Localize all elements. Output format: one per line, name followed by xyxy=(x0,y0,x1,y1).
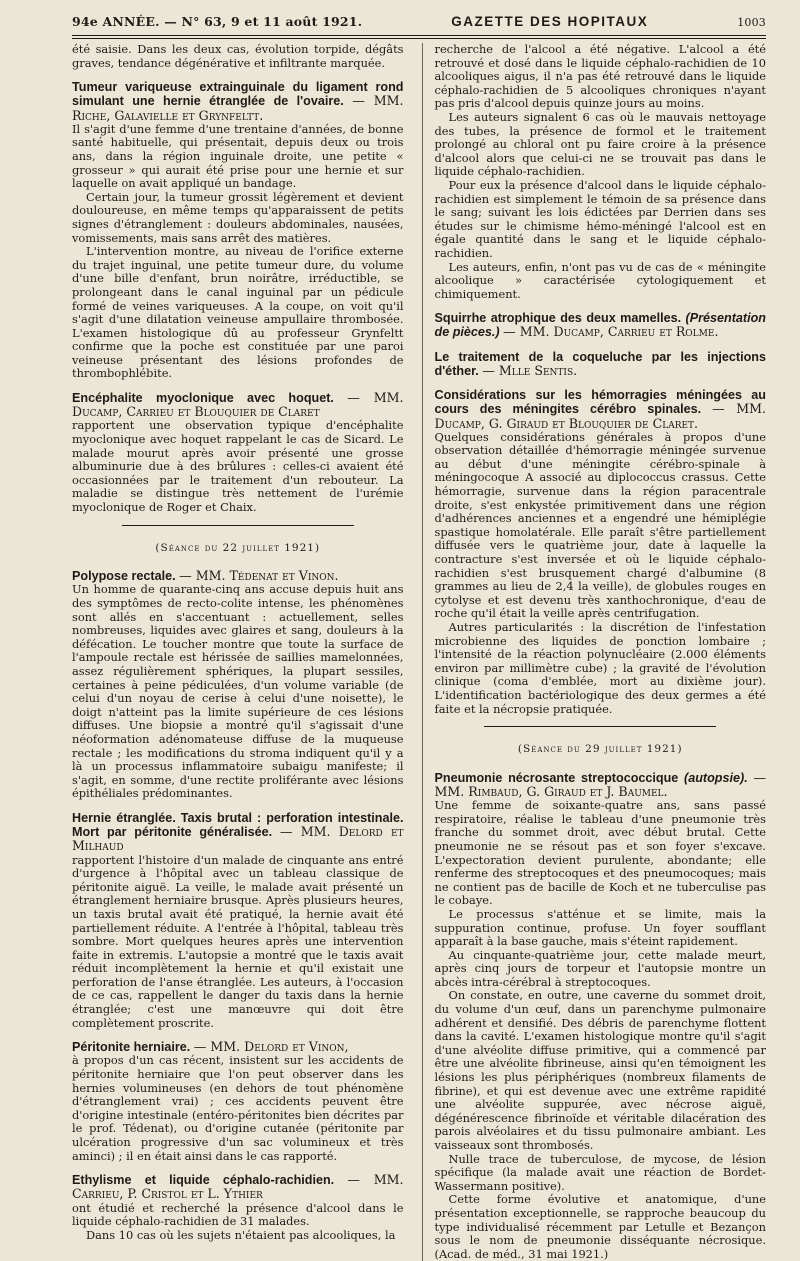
paragraph: On constate, en outre, une caverne du sommet droit, du volume d'un œuf, dans un parenchyme pulmonaire adhérent et densifié. Des débris de parenchyme flottent dans la cavité. L'examen histologique montre qu'il s'agit d'une alvéolite diffuse primitive, qui a commencé par être une alvéolite fibrineuse, ainsi qu'en témoignent les lésions les plus périphériques (nombreux filaments de fibrine), et qui est devenue avec une extrême rapidité une alvéolite suppurée, avec nécrose aiguë, dégénérescence fibrinoïde et véritable dilacération des parois alvéolaires et du tissu pulmonaire ambiant. Les vaisseaux sont thrombosés. xyxy=(434,988,766,1153)
article-authors: — MM. Ducamp, Carrieu et Blouquier de Claret xyxy=(72,390,404,420)
article-authors: — MM. Delord et Milhaud xyxy=(72,824,404,854)
paragraph: Nulle trace de tuberculose, de mycose, de lésion spécifique (la malade avait une réaction de Bordet-Wassermann positive). xyxy=(434,1151,766,1193)
article-title: Péritonite herniaire. xyxy=(72,1040,191,1055)
article-authors: — MM. Carrieu, P. Cristol et L. Ythier xyxy=(72,1172,404,1202)
journal-title: GAZETTE DES HOPITAUX xyxy=(451,14,649,29)
article-title: Encéphalite myoclonique avec hoquet. xyxy=(72,391,334,406)
paragraph: Autres particularités : la discrétion de l'infestation microbienne des liquides de ponction lombaire ; l'intensité de la réaction polynucléaire (2.000 éléments environ par millimètre cube) ; la gravité de l'évolution clinique (coma d'emblée, mort au dixième jour). L'identification bactériologique des deux germes a été faite et la nécropsie pratiquée. xyxy=(434,620,766,716)
issue-info: 94e ANNÉE. — N° 63, 9 et 11 août 1921. xyxy=(72,14,363,29)
left-column xyxy=(72,43,404,1261)
section-rule xyxy=(122,525,354,526)
paragraph: Pour eux la présence d'alcool dans le liquide céphalo-rachidien est simplement le témoin de sa présence dans le sang; suivant les lois édictées par Derrien dans ses études sur le chimisme hémo-méningé l'alcool est en égale quantité dans le sang et le liquide céphalo-rachidien. xyxy=(434,177,766,260)
page-number: 1003 xyxy=(737,16,766,29)
paragraph: Certain jour, la tumeur grossit légèrement et devient douloureuse, en même temps qu'apparaissent de petits signes d'étranglement : douleurs abdominales, nausées, vomissements, mais sans arrêt des matières. xyxy=(72,189,404,245)
article-authors: — MM. Riche, Galavielle et Grynfeltt. xyxy=(72,93,404,123)
article-title: Pneumonie nécrosante streptococcique xyxy=(434,770,679,785)
paragraph: Le processus s'atténue et se limite, mais la suppuration continue, profuse. Un foyer soufflant apparaît à la base gauche, mais s'éteint rapidement. xyxy=(434,906,766,949)
article-title: Polypose rectale. xyxy=(72,569,176,584)
paragraph: Cette forme évolutive et anatomique, d'une présentation exceptionnelle, se rapproche beaucoup du type individualisé récemment par Letulle et Bezançon sous le nom de pneumonie disséquante nécrosique. (Acad. de méd., 31 mai 1921.) xyxy=(434,1192,766,1261)
article-authors: — MM. Delord et Vinon, xyxy=(193,1039,349,1055)
article-heading xyxy=(72,391,404,419)
article-title: Ethylisme et liquide céphalo-rachidien. xyxy=(72,1173,335,1188)
article-heading xyxy=(72,811,404,854)
paragraph: à propos d'un cas récent, insistent sur les accidents de péritonite herniaire que l'on peut observer dans les hernies volumineuses (en dehors de tout phénomène d'étranglement vrai) ; ces accidents peuvent être d'origine intestinale (entéro-péritonites bien décrites par le prof. Tédenat), ou d'origine cutanée (péritonite par ulcération progressive d'un sac volumineux et très aminci) ; il en était ainsi dans le cas rapporté. xyxy=(72,1053,404,1163)
article-title: Squirrhe atrophique des deux mamelles. xyxy=(434,311,682,326)
paragraph: Au cinquante-quatrième jour, cette malade meurt, après cinq jours de torpeur et l'autopsie montre un abcès intra-cérébral à streptocoques. xyxy=(434,947,766,989)
article-title: Hernie étranglée. Taxis brutal : perforation intestinale. Mort par péritonite généralisée. xyxy=(72,810,404,840)
paragraph: Les auteurs signalent 6 cas où le mauvais nettoyage des tubes, la présence de formol et le traitement prolongé au chloral ont pu faire croire à la présence d'alcool alors que celui-ci ne se trouvait pas dans le liquide céphalo-rachidien. xyxy=(434,109,766,179)
paragraph: Un homme de quarante-cinq ans accuse depuis huit ans des symptômes de recto-colite intense, les phénomènes sont allés en s'accentuant : actuellement, selles nombreuses, liquides avec glaires et sang, douleurs à la défécation. Le toucher montre que toute la surface de l'ampoule rectale est hérissée de saillies mamelonnées, assez régulièrement sphériques, la plupart sessiles, certaines à peine pédiculées, d'un volume variable (de celui d'un noyau de cerise à celui d'une noisette), le doigt n'atteint pas la limite supérieure de ces lésions diffuses. Une biopsie a montré qu'il s'agissait d'une néoformation adénomateuse diffuse de la muqueuse rectale ; les modifications du stroma indiquent qu'il y a là un processus inflammatoire subaigu manifeste; il s'agit, en somme, d'une rectite proliférante avec lésions épithéliales prédominantes. xyxy=(72,582,404,801)
session-date: (Séance du 29 juillet 1921) xyxy=(517,743,683,756)
article-title: Tumeur variqueuse extrainguinale du ligament rond simulant une hernie étranglée de l'ovaire. xyxy=(72,80,404,109)
article-heading xyxy=(435,311,767,339)
columns xyxy=(72,43,766,1261)
article-heading xyxy=(72,1173,404,1201)
article-heading xyxy=(72,80,404,123)
article-authors: — MM. Ducamp, Carrieu et Rolme. xyxy=(503,324,719,340)
article-authors: — Mlle Sentis. xyxy=(482,362,578,378)
running-head xyxy=(72,14,766,29)
header-rule xyxy=(72,35,766,39)
paragraph: Une femme de soixante-quatre ans, sans passé respiratoire, réalise le tableau d'une pneumonie très franche du sommet droit, avec début brutal. Cette pneumonie ne se résout pas et son foyer s'excave. L'expectoration devient purulente, abondante; elle renferme des streptocoques et des pneumocoques; mais ne contient pas de bacille de Koch et ne tuberculise pas le cobaye. xyxy=(434,798,766,908)
paragraph: ont étudié et recherché la présence d'alcool dans le liquide céphalo-rachidien de 31 malades. xyxy=(72,1200,404,1229)
article-heading xyxy=(435,771,767,799)
paragraph: rapportent une observation typique d'encéphalite myoclonique avec hoquet rappelant le cas de Sicard. Le malade mourut après avoir présenté une grosse albuminurie due à des brûlures : celles-ci avaient été occasionnées par le traitement d'un rebouteur. La maladie se distingue très nettement de l'urémie myoclonique de Roger et Chaix. xyxy=(72,418,404,515)
section-rule xyxy=(484,726,716,727)
paragraph: Il s'agit d'une femme d'une trentaine d'années, de bonne santé habituelle, qui présentait, depuis deux ou trois ans, dans la région inguinale droite, une petite « grosseur » qui aurait été prise pour une hernie et sur laquelle on avait appliqué un bandage. xyxy=(72,121,404,191)
article-title: Le traitement de la coqueluche par les injections d'éther. xyxy=(434,349,766,378)
article-authors: — MM. Tédenat et Vinon. xyxy=(179,568,339,584)
right-column xyxy=(422,43,767,1261)
paragraph: L'intervention montre, au niveau de l'orifice externe du trajet inguinal, une petite tumeur dure, du volume d'une bille d'enfant, brun noirâtre, irréductible, se prolongeant dans le canal inguinal par un pédicule formé de veines variqueuses. A la coupe, on voit qu'il s'agit d'une dilatation veineuse ampullaire thrombosée. L'examen histologique dû au professeur Grynfeltt confirme que la poche est constituée par une paroi veineuse présentant des lésions profondes de thrombophlébite. xyxy=(72,244,404,381)
paragraph: été saisie. Dans les deux cas, évolution torpide, dégâts graves, tendance dégénérative et infiltrante marquée. xyxy=(72,42,404,70)
article-note: (autopsie). xyxy=(684,770,748,785)
article-heading xyxy=(435,350,767,378)
article-heading xyxy=(72,1040,404,1054)
article-authors: — MM. Ducamp, G. Giraud et Blouquier de Claret. xyxy=(434,401,767,431)
session-date: (Séance du 22 juillet 1921) xyxy=(155,541,321,554)
article-note: (Présentation de pièces.) xyxy=(434,311,766,340)
article-heading xyxy=(72,569,404,583)
paragraph: Dans 10 cas où les sujets n'étaient pas alcooliques, la xyxy=(86,1227,396,1242)
paragraph: recherche de l'alcool a été négative. L'alcool a été retrouvé et dosé dans le liquide céphalo-rachidien de 10 alcooliques aigus, il n'a pas été retrouvé dans le liquide céphalo-rachidien de 5 alcooliques chroniques n'ayant pas pris d'alcool depuis quinze jours au moins. xyxy=(434,42,766,111)
article-authors: — MM. Rimbaud, G. Giraud et J. Baumel. xyxy=(434,769,767,799)
article-title: Considérations sur les hémorragies méningées au cours des méningites cérébro spinales. xyxy=(434,388,766,417)
paragraph: Les auteurs, enfin, n'ont pas vu de cas de « méningite alcoolique » caractérisée cytologiquement et chimiquement. xyxy=(434,259,766,301)
paragraph: rapportent l'histoire d'un malade de cinquante ans entré d'urgence à l'hôpital avec un tableau classique de péritonite aiguë. La veille, le malade avait présenté un étranglement herniaire brusque. Après plusieurs heures, un taxis brutal avait été pratiqué, la hernie avait été partiellement réduite. A l'entrée à l'hôpital, tableau très sombre. Mort quelques heures après une intervention faite in extremis. L'autopsie a montré que le taxis avait réduit incomplètement la hernie et qu'il existait une perforation de l'anse étranglée. Les auteurs, à l'occasion de ce cas, rappellent le danger du taxis dans la hernie étranglée; c'est une manœuvre qui doit être complètement proscrite. xyxy=(72,852,404,1030)
article-heading xyxy=(435,388,767,431)
paragraph: Quelques considérations générales à propos d'une observation détaillée d'hémorragie méningée survenue au début d'une méningite cérébro-spinale à méningocoque A associé au diplococcus crassus. Cette hémorragie, survenue dans la région paracentrale droite, s'est enkystée primitivement dans une région d'adhérences anciennes et a engendré une hémiplégie spastique homolatérale. Elle paraît s'être partiellement diffusée vers le quatrième jour, date à laquelle la contracture s'est inversée et où le liquide céphalo-rachidien s'est brusquement chargé d'albumine (8 grammes au lieu de 2,4 la veille), de globules rouges en cytolyse et est devenu très xanthochronique, d'eau de roche qu'il était la veille après centrifugation. xyxy=(434,429,766,621)
